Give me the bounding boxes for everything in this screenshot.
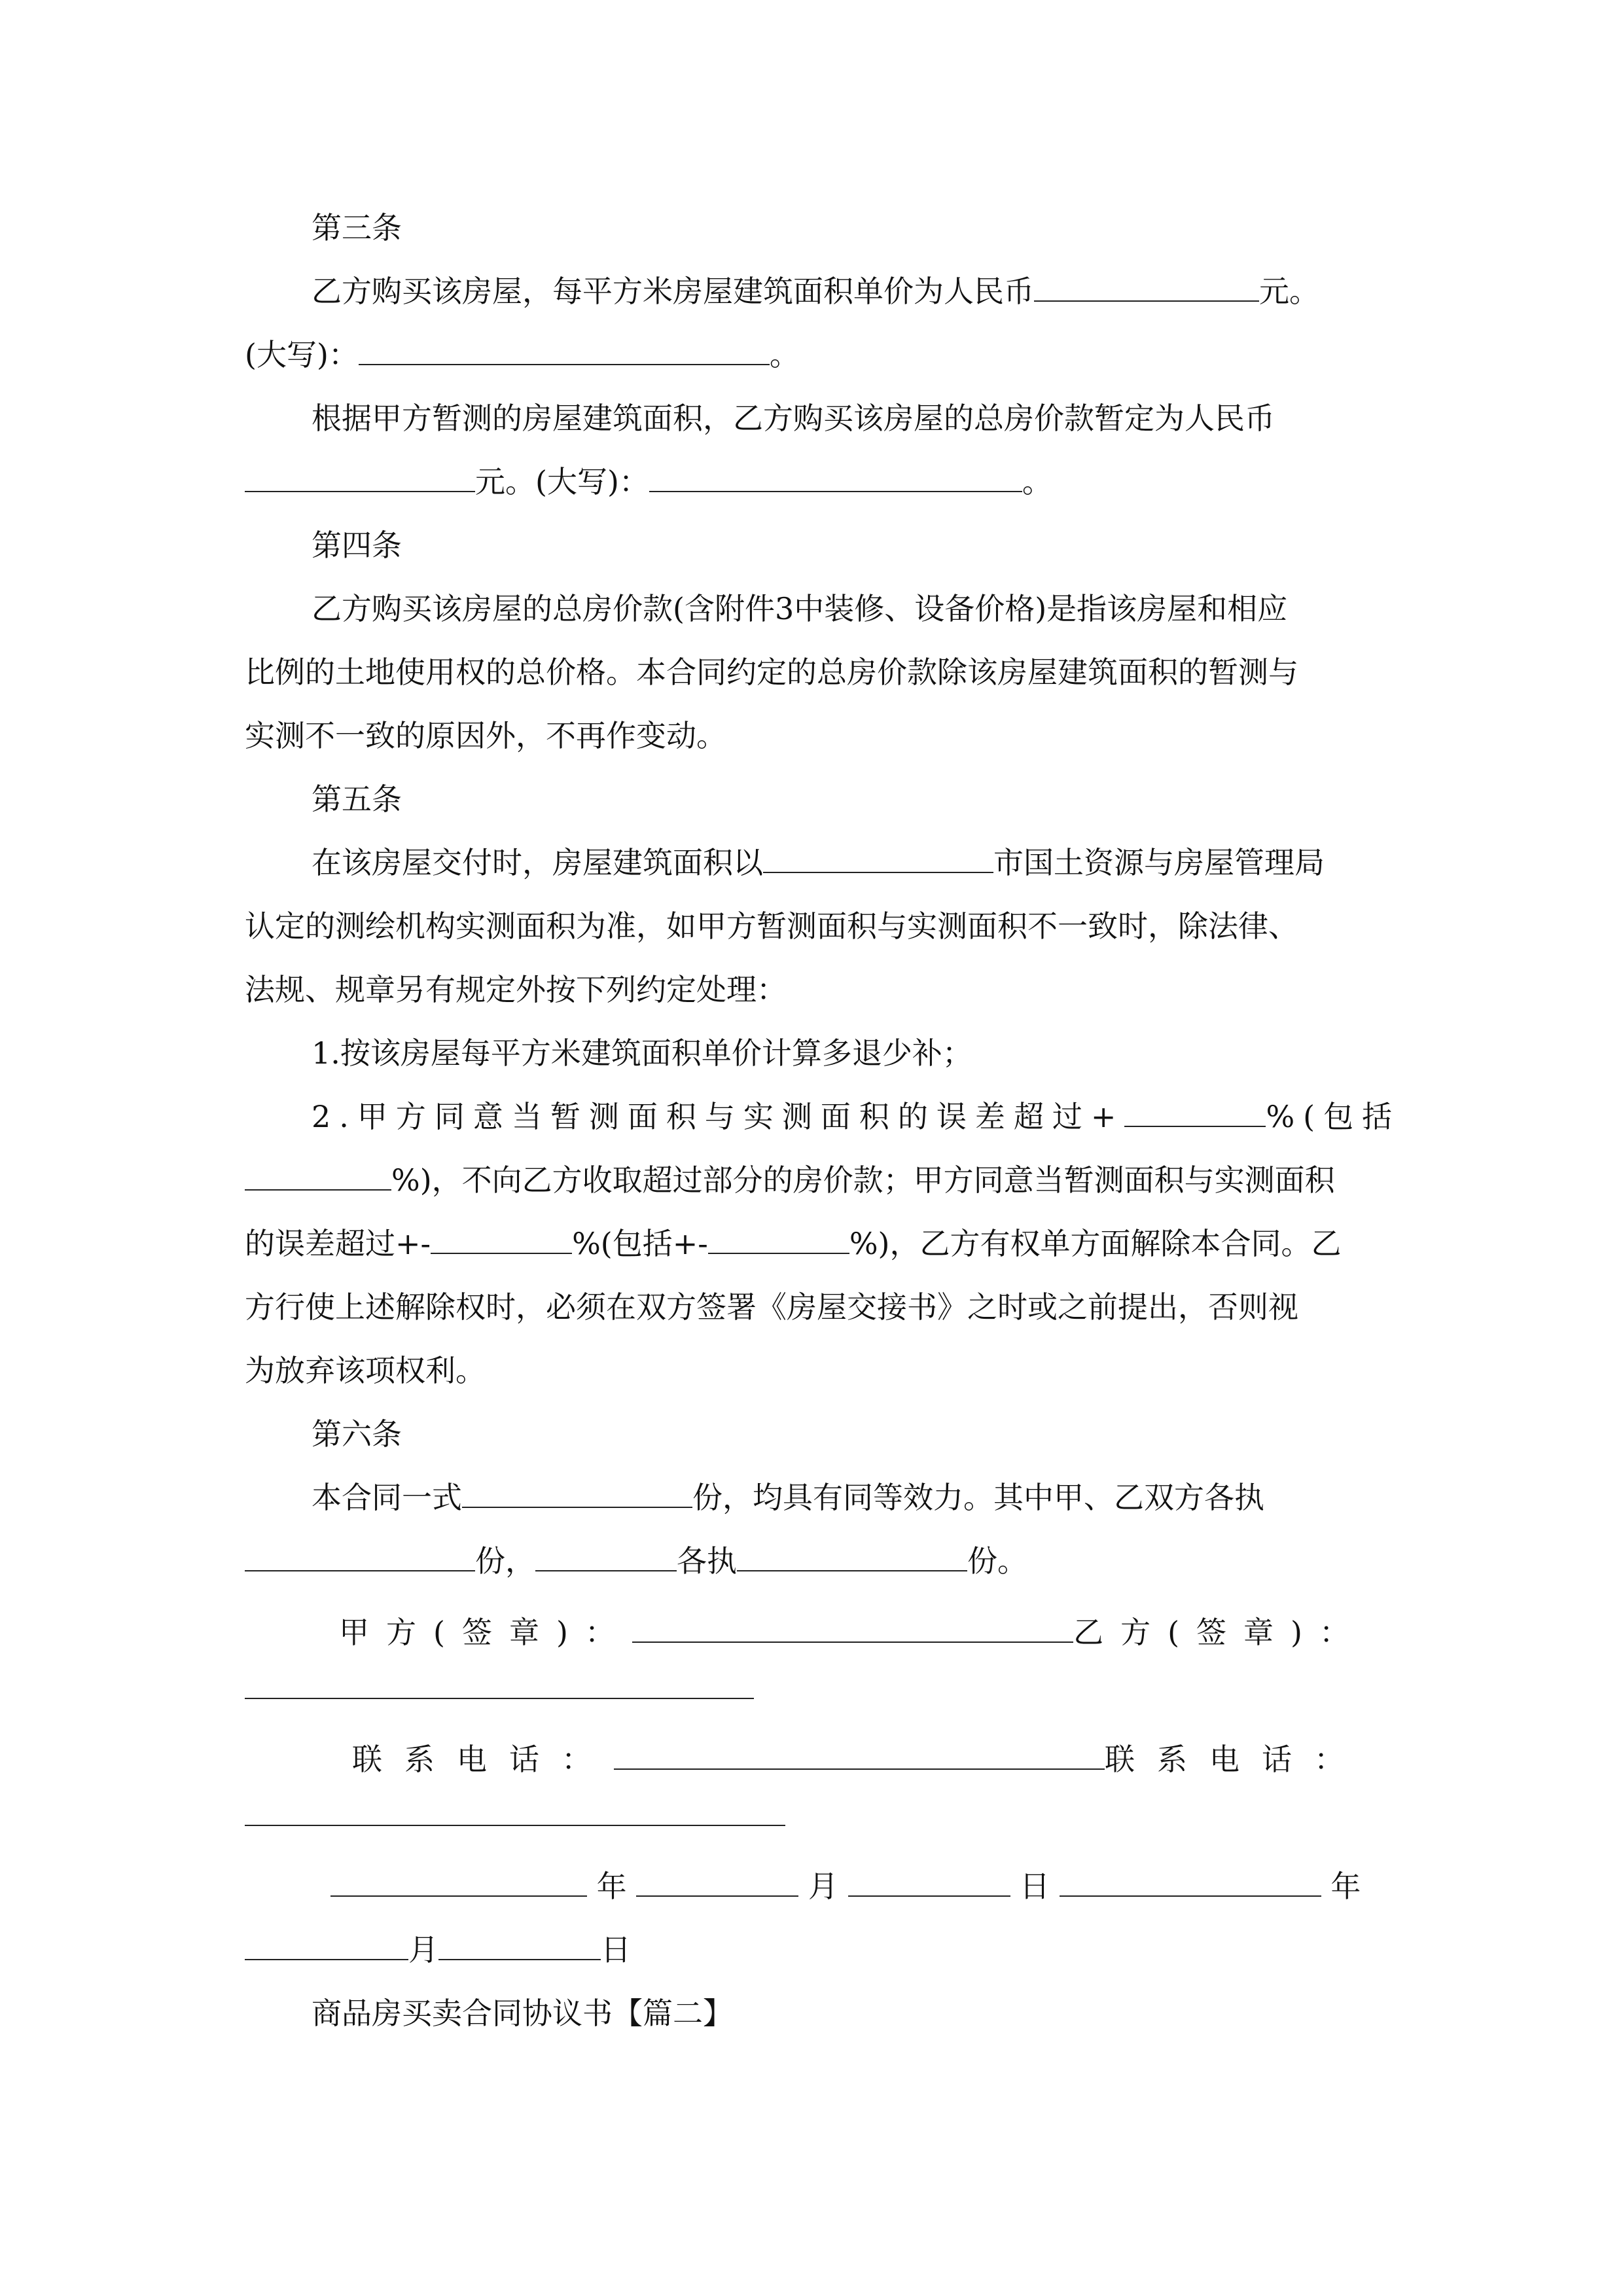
other-holder-copies-blank[interactable]: [737, 1530, 967, 1571]
total-price-uppercase-blank[interactable]: [649, 450, 1022, 492]
party-b-signature-row: [245, 1657, 1378, 1721]
article-4-heading: 第四条: [312, 528, 402, 563]
article-5-item-2-line-2: %)，不向乙方收取超过部分的房价款；甲方同意当暂测面积与实测面积: [245, 1149, 1378, 1212]
article-4-line-2: 比例的土地使用权的总价格。本合同约定的总房价款除该房屋建筑面积的暂测与: [245, 655, 1298, 690]
party-b-phone-blank[interactable]: [245, 1784, 785, 1826]
phone-line: [352, 1728, 1366, 1791]
party-b-signature-blank[interactable]: [245, 1657, 754, 1699]
party-b-month-blank[interactable]: [245, 1918, 408, 1960]
article-3-heading: 第三条: [312, 210, 402, 245]
party-a-phone-blank[interactable]: [614, 1728, 1105, 1770]
article-5-item-2-line-3: 的误差超过+- %(包括+- %)，乙方有权单方面解除本合同。乙: [245, 1212, 1378, 1276]
article-3-line-4: 元。(大写)： 。: [245, 450, 1378, 514]
next-section-title: 商品房买卖合同协议书【篇二】: [312, 1996, 733, 2031]
article-5-item-1: 1.按该房屋每平方米建筑面积单价计算多退少补；: [312, 1035, 972, 1071]
copies-each-party-blank[interactable]: [245, 1530, 475, 1571]
unit-price-uppercase-blank[interactable]: [359, 323, 770, 365]
date-line-2: 月 日: [245, 1918, 1378, 1982]
party-b-phone-label: 联系电话：: [1105, 1742, 1366, 1777]
article-5-item-2-line-5: 为放弃该项权利。: [245, 1353, 486, 1388]
error-percent-blank-3[interactable]: [431, 1212, 572, 1254]
party-b-signature-label: 乙方(签章)：: [1073, 1615, 1366, 1650]
article-4-line-3: 实测不一致的原因外，不再作变动。: [245, 718, 726, 753]
error-percent-blank-4[interactable]: [708, 1212, 849, 1254]
date-line: 年 月 日 年: [330, 1855, 1378, 1918]
party-a-signature-label: 甲方(签章)：: [339, 1615, 632, 1650]
unit-price-blank[interactable]: [1034, 260, 1259, 302]
article-5-item-2-line-4: 方行使上述解除权时，必须在双方签署《房屋交接书》之时或之前提出，否则视: [245, 1289, 1298, 1325]
copies-total-blank[interactable]: [462, 1466, 692, 1508]
party-b-day-blank[interactable]: [438, 1918, 601, 1960]
city-blank[interactable]: [763, 831, 993, 873]
article-3-line-3: 根据甲方暂测的房屋建筑面积，乙方购买该房屋的总房价款暂定为人民币: [312, 401, 1275, 436]
article-5-item-2-line-1: 2.甲方同意当暂测面积与实测面积的误差超过+ %(包括: [312, 1085, 1445, 1149]
error-percent-blank-2[interactable]: [245, 1149, 391, 1191]
article-6-line-2: 份， 各执 份。: [245, 1530, 1378, 1593]
party-a-day-blank[interactable]: [848, 1855, 1010, 1897]
article-5-heading: 第五条: [312, 781, 402, 817]
article-5-line-3: 法规、规章另有规定外按下列约定处理：: [245, 972, 787, 1007]
error-percent-blank-1[interactable]: [1124, 1085, 1266, 1127]
party-a-phone-label: 联系电话：: [352, 1742, 614, 1777]
article-3-line-1: 乙方购买该房屋，每平方米房屋建筑面积单价为人民币 元。: [312, 260, 1445, 323]
party-b-year-blank[interactable]: [1060, 1855, 1321, 1897]
other-holder-blank[interactable]: [535, 1530, 677, 1571]
party-a-signature-blank[interactable]: [632, 1601, 1073, 1643]
article-3-line-2: (大写)： 。: [245, 323, 1378, 387]
article-5-line-1: 在该房屋交付时，房屋建筑面积以 市国土资源与房屋管理局: [312, 831, 1445, 895]
article-6-line-1: 本合同一式 份，均具有同等效力。其中甲、乙双方各执: [312, 1466, 1445, 1530]
article-6-heading: 第六条: [312, 1416, 402, 1452]
article-4-line-1: 乙方购买该房屋的总房价款(含附件3中装修、设备价格)是指该房屋和相应: [312, 591, 1288, 626]
article-5-line-2: 认定的测绘机构实测面积为准，如甲方暂测面积与实测面积不一致时，除法律、: [245, 908, 1298, 944]
signature-line: [339, 1601, 1366, 1664]
total-price-blank[interactable]: [245, 450, 475, 492]
party-b-phone-row: [245, 1784, 1378, 1848]
party-a-year-blank[interactable]: [330, 1855, 587, 1897]
party-a-month-blank[interactable]: [636, 1855, 798, 1897]
